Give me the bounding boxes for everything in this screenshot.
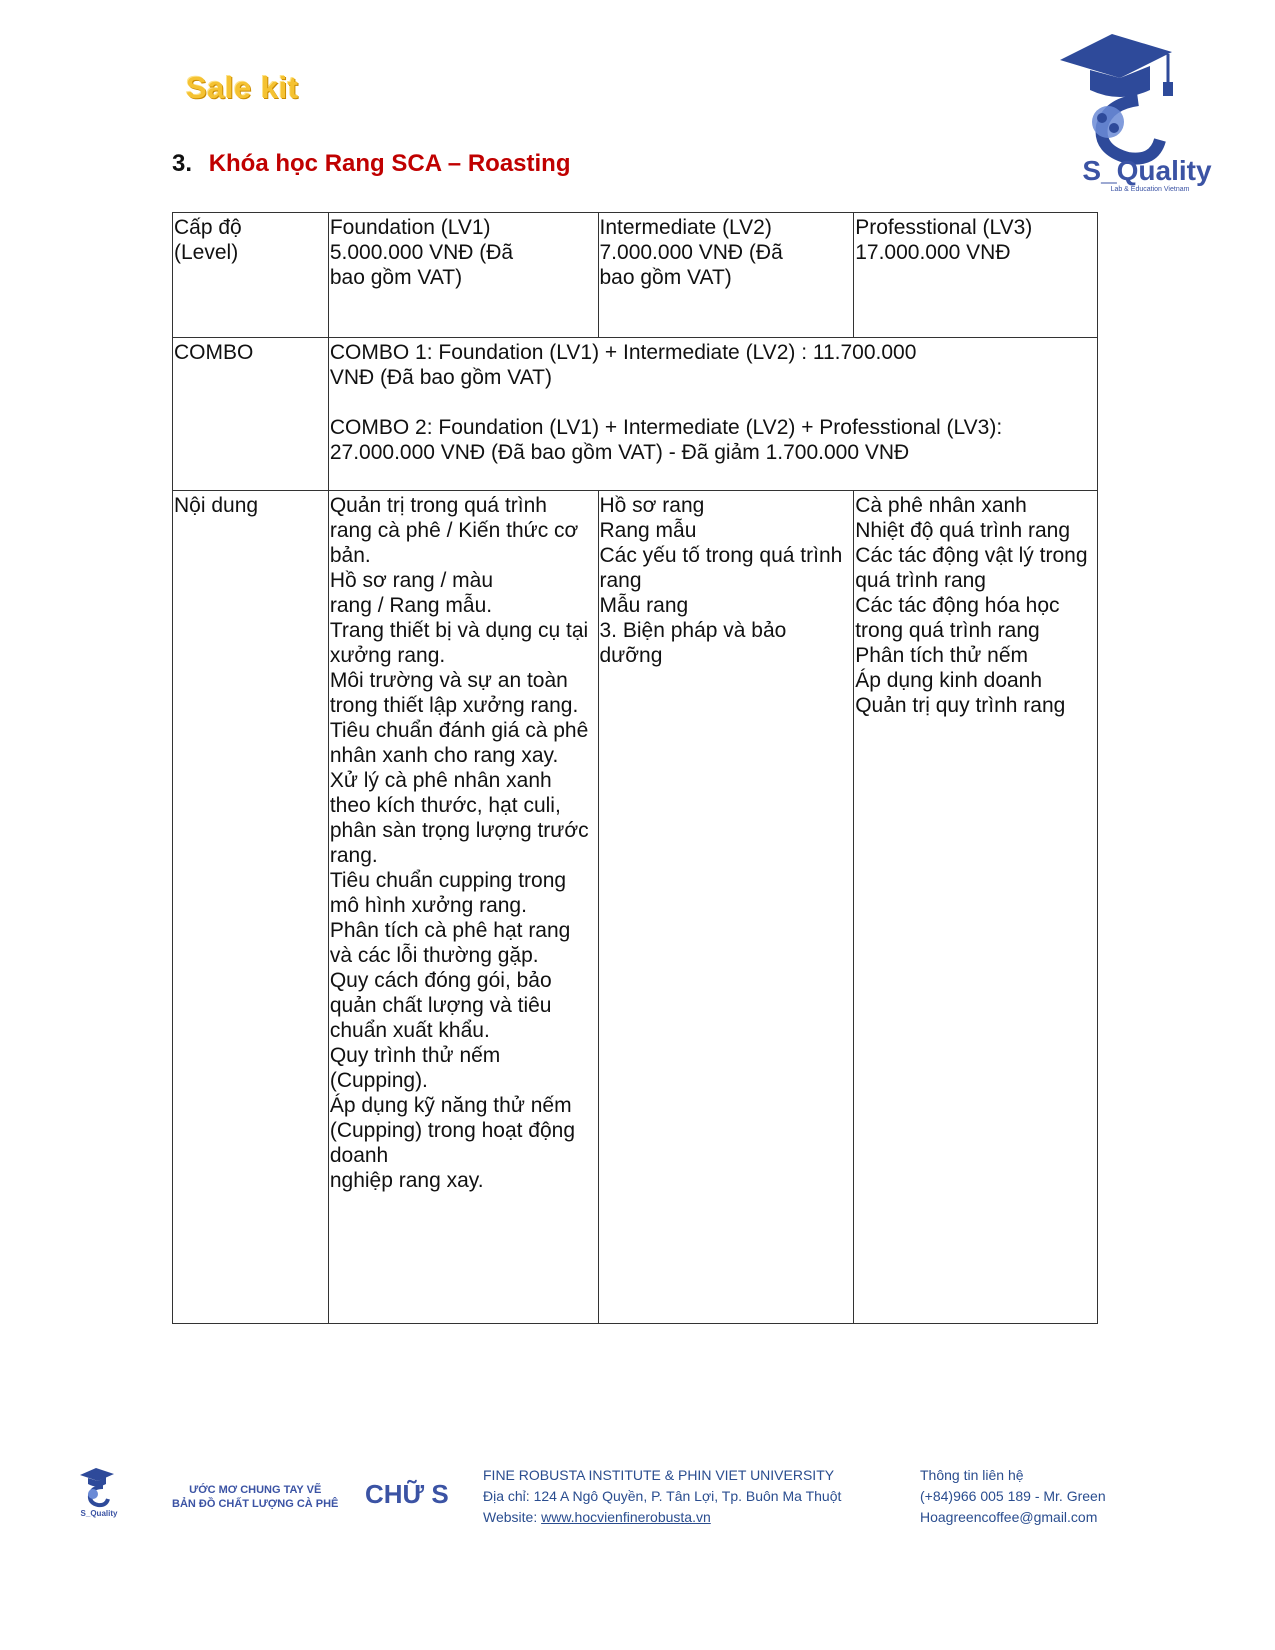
content-lv1-line: rang. [329, 844, 378, 867]
content-lv1-line: Quy trình thử nếm [329, 1044, 501, 1067]
content-lv2-line: 3. Biện pháp và bảo [599, 619, 787, 642]
institute-website [483, 1507, 841, 1528]
page-footer [0, 1465, 1275, 1535]
lv2-price-cell [598, 213, 854, 338]
lv2-line: Intermediate (LV2) [599, 216, 772, 239]
lv3-line: Professtional (LV3) [855, 216, 1033, 239]
lv2-line: 7.000.000 VNĐ (Đã [599, 241, 783, 264]
content-lv3-cell [854, 491, 1098, 1324]
contact-title: Thông tin liên hệ [920, 1467, 1024, 1483]
combo-2-line: 27.000.000 VNĐ (Đã bao gồm VAT) - Đã giảm 1.700.000 VNĐ [329, 441, 910, 464]
lv3-line: 17.000.000 VNĐ [855, 241, 1011, 264]
content-lv1-line: (Cupping). [329, 1069, 428, 1092]
combo-cell [328, 338, 1097, 491]
lv1-line: bao gồm VAT) [329, 266, 463, 289]
lv2-line: bao gồm VAT) [599, 266, 732, 289]
combo-label-cell: COMBO [173, 338, 329, 491]
content-lv3-line: Quản trị quy trình rang [855, 694, 1066, 717]
content-label-cell: Nội dung [173, 491, 329, 1324]
content-lv2-line: Mẫu rang [599, 594, 689, 617]
content-lv3-line: trong quá trình rang [855, 619, 1040, 642]
course-table [172, 212, 1098, 1324]
website-link[interactable]: www.hocvienfinerobusta.vn [541, 1509, 711, 1525]
footer-institute [483, 1465, 841, 1528]
content-lv1-line: xưởng rang. [329, 644, 446, 667]
content-lv2-line: Hồ sơ rang [599, 494, 705, 517]
content-lv1-line: doanh [329, 1144, 389, 1167]
content-lv1-line: quản chất lượng và tiêu [329, 994, 552, 1017]
content-lv1-line: theo kích thước, hạt culi, [329, 794, 561, 817]
content-lv3-line: Phân tích thử nếm [855, 644, 1029, 667]
content-lv1-line: Phân tích cà phê hạt rang [329, 919, 571, 942]
content-lv1-line: phân sàn trọng lượng trước [329, 819, 589, 842]
content-lv1-line: Trang thiết bị và dụng cụ tại [329, 619, 589, 642]
content-lv1-line: nhân xanh cho rang xay. [329, 744, 559, 767]
lv3-price-cell [854, 213, 1098, 338]
footer-logo-text: S_Quality [80, 1509, 118, 1518]
footer-logo-icon [78, 1465, 118, 1513]
sale-kit-title: Sale kit [186, 70, 299, 105]
content-lv2-cell [598, 491, 854, 1324]
content-lv1-line: bản. [329, 544, 371, 567]
content-lv2-line: Rang mẫu [599, 519, 697, 542]
lv1-line: Foundation (LV1) [329, 216, 491, 239]
content-lv1-line: Áp dụng kỹ năng thử nếm [329, 1094, 572, 1117]
content-lv1-line: và các lỗi thường gặp. [329, 944, 539, 967]
combo-1-line: VNĐ (Đã bao gồm VAT) [329, 366, 552, 389]
content-lv1-line: Xử lý cà phê nhân xanh [329, 769, 552, 792]
contact-email: Hoagreencoffee@gmail.com [920, 1509, 1098, 1525]
footer-slogan [172, 1483, 338, 1511]
level-label-line: Cấp độ [174, 216, 242, 239]
combo-2 [330, 415, 1096, 465]
lv1-line: 5.000.000 VNĐ (Đã [329, 241, 514, 264]
content-lv1-line: (Cupping) trong hoạt động [329, 1119, 576, 1142]
content-lv3-line: Các tác động vật lý trong [855, 544, 1088, 567]
content-lv2-line: Các yếu tố trong quá trình [599, 544, 843, 567]
content-lv3-line: Các tác động hóa học [855, 594, 1060, 617]
content-lv1-line: trong thiết lập xưởng rang. [329, 694, 579, 717]
lv1-price-cell [328, 213, 598, 338]
content-lv3-line: quá trình rang [855, 569, 986, 592]
combo-1-line: COMBO 1: Foundation (LV1) + Intermediate (LV2) : 11.700.000 [329, 341, 917, 364]
combo-1 [330, 340, 1096, 390]
content-lv1-line: Tiêu chuẩn cupping trong [329, 869, 567, 892]
content-lv2-line: dưỡng [599, 644, 663, 667]
content-lv1-line: mô hình xưởng rang. [329, 894, 527, 917]
content-lv2-line: rang [599, 569, 642, 592]
section-heading: Khóa học Rang SCA – Roasting [208, 150, 571, 177]
institute-name: FINE ROBUSTA INSTITUTE & PHIN VIET UNIVERSITY [483, 1467, 835, 1483]
footer-chu-s: CHỮ S [365, 1479, 449, 1509]
content-lv1-line: Hồ sơ rang / màu [329, 569, 494, 592]
section-number: 3. [172, 150, 193, 177]
level-row [173, 213, 1098, 338]
content-lv1-cell [328, 491, 598, 1324]
footer-contact [920, 1465, 1106, 1528]
content-lv1-line: rang cà phê / Kiến thức cơ [329, 519, 579, 542]
combo-row [173, 338, 1098, 491]
content-lv1-line: Môi trường và sự an toàn [329, 669, 568, 692]
logo-text: S_Quality [1082, 155, 1212, 186]
content-lv1-line: chuẩn xuất khẩu. [329, 1019, 490, 1042]
level-label-line: (Level) [174, 241, 239, 264]
content-lv1-line: nghiệp rang xay. [329, 1169, 484, 1192]
content-lv1-line: Tiêu chuẩn đánh giá cà phê [329, 719, 589, 742]
section-title [172, 150, 571, 178]
institute-address: Địa chỉ: 124 A Ngô Quyền, P. Tân Lợi, Tp. Buôn Ma Thuột [483, 1488, 842, 1504]
content-lv1-line: Quản trị trong quá trình [329, 494, 547, 517]
content-lv3-line: Nhiệt độ quá trình rang [855, 519, 1071, 542]
content-lv1-line: rang / Rang mẫu. [329, 594, 493, 617]
content-lv1-line: Quy cách đóng gói, bảo [329, 969, 552, 992]
content-lv3-line: Áp dụng kinh doanh [855, 669, 1043, 692]
logo-subtext: Lab & Education Vietnam [1110, 186, 1190, 193]
slogan-line: ƯỚC MƠ CHUNG TAY VẼ [189, 1484, 322, 1496]
content-lv3-line: Cà phê nhân xanh [855, 494, 1027, 517]
website-label: Website: [483, 1509, 542, 1525]
content-row [173, 491, 1098, 1324]
level-label-cell [173, 213, 329, 338]
combo-2-line: COMBO 2: Foundation (LV1) + Intermediate (LV2) + Professtional (LV3): [329, 416, 1003, 439]
slogan-line: BẢN ĐỒ CHẤT LƯỢNG CÀ PHÊ [172, 1498, 339, 1510]
contact-phone: (+84)966 005 189 - Mr. Green [920, 1488, 1106, 1504]
